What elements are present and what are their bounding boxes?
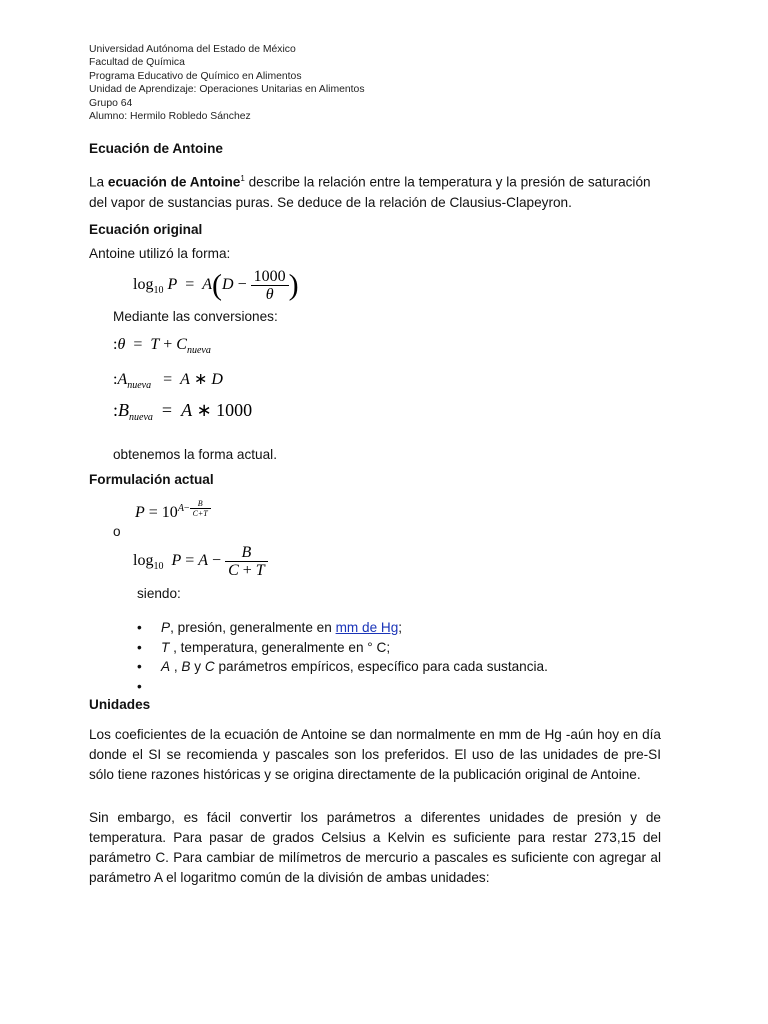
list-item — [137, 620, 402, 635]
conversions-label: Mediante las conversiones: — [113, 309, 278, 324]
header-line: Grupo 64 — [89, 97, 133, 109]
bullet-text: parámetros empíricos, específico para cada sustancia. — [214, 659, 548, 674]
separator: , — [170, 659, 182, 674]
bullet-text: , presión, generalmente en — [170, 620, 336, 635]
intro-rest: describe la relación entre la temperatura y la presión de saturación del vapor de sustancias puras. Se deduce de la relación de Clausius-Clapeyron. — [89, 174, 651, 210]
bullet-tail: ; — [398, 620, 403, 635]
separator: y — [190, 659, 205, 674]
symbol-b: B — [181, 659, 191, 674]
symbol-a: A — [161, 659, 171, 674]
symbol-p: P — [161, 620, 171, 635]
conversion-theta: :θ = $T + C_{nueva}$ — [113, 336, 211, 356]
intro-pre: La — [89, 174, 108, 190]
bullet-text: , temperatura, generalmente en ° C; — [169, 640, 391, 655]
list-item — [137, 640, 390, 655]
bullet-icon: • — [137, 659, 142, 674]
symbol-t: T — [161, 640, 170, 655]
header-line: Facultad de Química — [89, 57, 185, 69]
footnote-marker: 1 — [240, 174, 245, 183]
conversion-a: $:A_{nueva} = A$ ∗ D — [113, 371, 223, 391]
header-line: Unidad de Aprendizaje: Operaciones Unitarias en Alimentos — [89, 84, 365, 96]
bullet-icon: • — [137, 640, 142, 655]
document-header — [89, 43, 365, 123]
intro-bold: ecuación de Antoine — [107, 174, 241, 190]
header-line: Programa Educativo de Químico en Alimentos — [89, 70, 302, 82]
or-word: o — [113, 524, 121, 539]
conversion-result: obtenemos la forma actual. — [113, 447, 277, 462]
list-item — [137, 659, 548, 674]
section-heading-original: Ecuación original — [89, 222, 203, 237]
units-paragraph-1: Los coeficientes de la ecuación de Antoine se dan normalmente en mm de Hg -aún hoy en día donde el SI se recomienda y pascales son los preferidos. El uso de las unidades de pre-SI sólo tiene razones históricas y se origina directamente de la publicación original de Antoine. — [89, 727, 661, 782]
section-heading-units: Unidades — [89, 697, 151, 712]
units-paragraph-2: Sin embargo, es fácil convertir los parámetros a diferentes unidades de presión y de temperatura. Para pasar de grados Celsius a Kelvin es suficiente para restar 273,15 del parámetro C. Para cambiar de milímetros de mercurio a pascales es suficiente con agregar al parámetro A el logaritmo común de la división de ambas unidades: — [89, 810, 661, 885]
antoine-original-equation: $\log_{10} P = A(D$ − $\frac{1000}{\theta}$ ) — [133, 268, 299, 303]
symbol-c: C — [204, 659, 215, 674]
page-title: Ecuación de Antoine — [89, 141, 223, 156]
header-line: Universidad Autónoma del Estado de México — [89, 44, 296, 55]
antoine-exponential-form: $P = 10^{A- \frac{B}{C+T}}$ — [135, 499, 211, 522]
bullet-icon: • — [137, 620, 142, 635]
mm-hg-link[interactable]: mm de Hg — [335, 620, 399, 635]
intro-paragraph — [89, 169, 669, 213]
original-intro: Antoine utilizó la forma: — [89, 246, 231, 261]
section-heading-actual: Formulación actual — [89, 472, 214, 487]
antoine-log-form: $\log_{10} P = A$ − $\frac{B}{C + T}$ — [133, 544, 268, 579]
siendo-label: siendo: — [137, 586, 181, 601]
bullet-icon: • — [137, 679, 142, 694]
list-item-empty — [137, 679, 161, 694]
conversion-b: $:B_{nueva} = A$ ∗ 1000 — [113, 400, 253, 423]
header-line: Alumno: Hermilo Robledo Sánchez — [89, 111, 251, 123]
